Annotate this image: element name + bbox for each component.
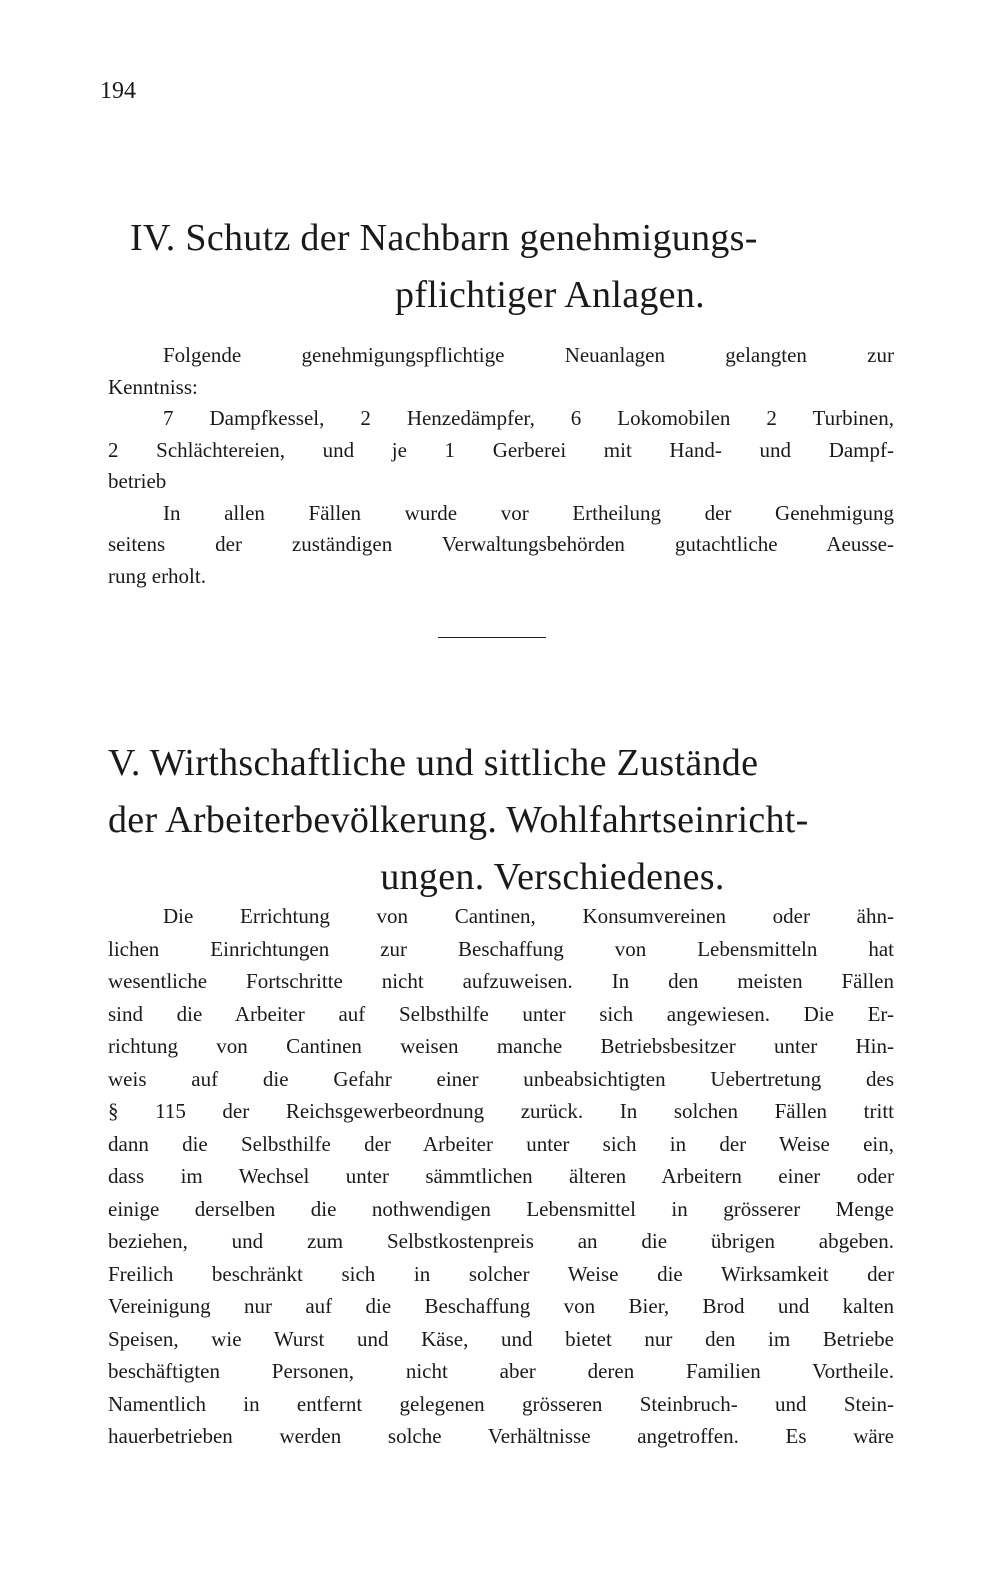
text-line: betrieb	[108, 469, 167, 493]
text-line: In allen Fällen wurde vor Ertheilung der Genehmigung	[163, 500, 894, 525]
text-line: Namentlich in entfernt gelegenen grösseren Steinbruch- und Stein-	[108, 1391, 894, 1416]
text-line: Freilich beschränkt sich in solcher Weise die Wirksamkeit der	[108, 1261, 894, 1286]
text-line: 2 Schlächtereien, und je 1 Gerberei mit Hand- und Dampf-	[108, 437, 894, 462]
section-iv-heading-line-1: IV. Schutz der Nachbarn genehmigungs-	[130, 217, 758, 259]
text-line: wesentliche Fortschritte nicht aufzuweisen. In den meisten Fällen	[108, 969, 894, 993]
section-v-heading-line-2: der Arbeiterbevölkerung. Wohlfahrtseinricht-	[108, 799, 809, 841]
text-line: dass im Wechsel unter sämmtlichen älteren Arbeitern einer oder	[108, 1164, 894, 1188]
text-line: weis auf die Gefahr einer unbeabsichtigten Uebertretung des	[108, 1066, 894, 1091]
text-line: beziehen, und zum Selbstkostenpreis an die übrigen abgeben.	[108, 1229, 894, 1253]
text-line: rung erholt.	[108, 563, 206, 588]
text-line: richtung von Cantinen weisen manche Betriebsbesitzer unter Hin-	[108, 1034, 894, 1058]
text-line: sind die Arbeiter auf Selbsthilfe unter sich angewiesen. Die Er-	[108, 1001, 894, 1026]
text-line: Vereinigung nur auf die Beschaffung von Bier, Brod und kalten	[108, 1294, 894, 1318]
section-separator	[438, 637, 546, 638]
text-line: hauerbetrieben werden solche Verhältnisse angetroffen. Es wäre	[108, 1424, 894, 1448]
text-line: Folgende genehmigungspflichtige Neuanlagen gelangten zur	[163, 343, 894, 367]
text-line: dann die Selbsthilfe der Arbeiter unter sich in der Weise ein,	[108, 1131, 894, 1156]
page-number: 194	[100, 78, 136, 104]
section-v-heading-line-3: ungen. Verschiedenes.	[380, 856, 725, 898]
section-v-heading	[0, 735, 1000, 906]
text-line: lichen Einrichtungen zur Beschaffung von Lebensmitteln hat	[108, 936, 894, 961]
text-line: § 115 der Reichsgewerbeordnung zurück. In solchen Fällen tritt	[108, 1099, 894, 1123]
section-iv-heading-line-2: pflichtiger Anlagen.	[395, 274, 705, 316]
section-iv-paragraph	[108, 340, 894, 592]
text-line: Die Errichtung von Cantinen, Konsumvereinen oder ähn-	[163, 904, 894, 928]
section-v-heading-line-1: V. Wirthschaftliche und sittliche Zustände	[108, 742, 759, 784]
text-line: 7 Dampfkessel, 2 Henzedämpfer, 6 Lokomobilen 2 Turbinen,	[163, 406, 894, 430]
text-line: Kenntniss:	[108, 374, 198, 399]
section-v-paragraph	[108, 900, 894, 1453]
text-line: seitens der zuständigen Verwaltungsbehörden gutachtliche Aeusse-	[108, 532, 894, 556]
text-line: beschäftigten Personen, nicht aber deren Familien Vortheile.	[108, 1359, 894, 1383]
section-iv-heading	[0, 210, 1000, 324]
text-line: einige derselben die nothwendigen Lebensmittel in grösserer Menge	[108, 1196, 894, 1221]
text-line: Speisen, wie Wurst und Käse, und bietet nur den im Betriebe	[108, 1326, 894, 1351]
